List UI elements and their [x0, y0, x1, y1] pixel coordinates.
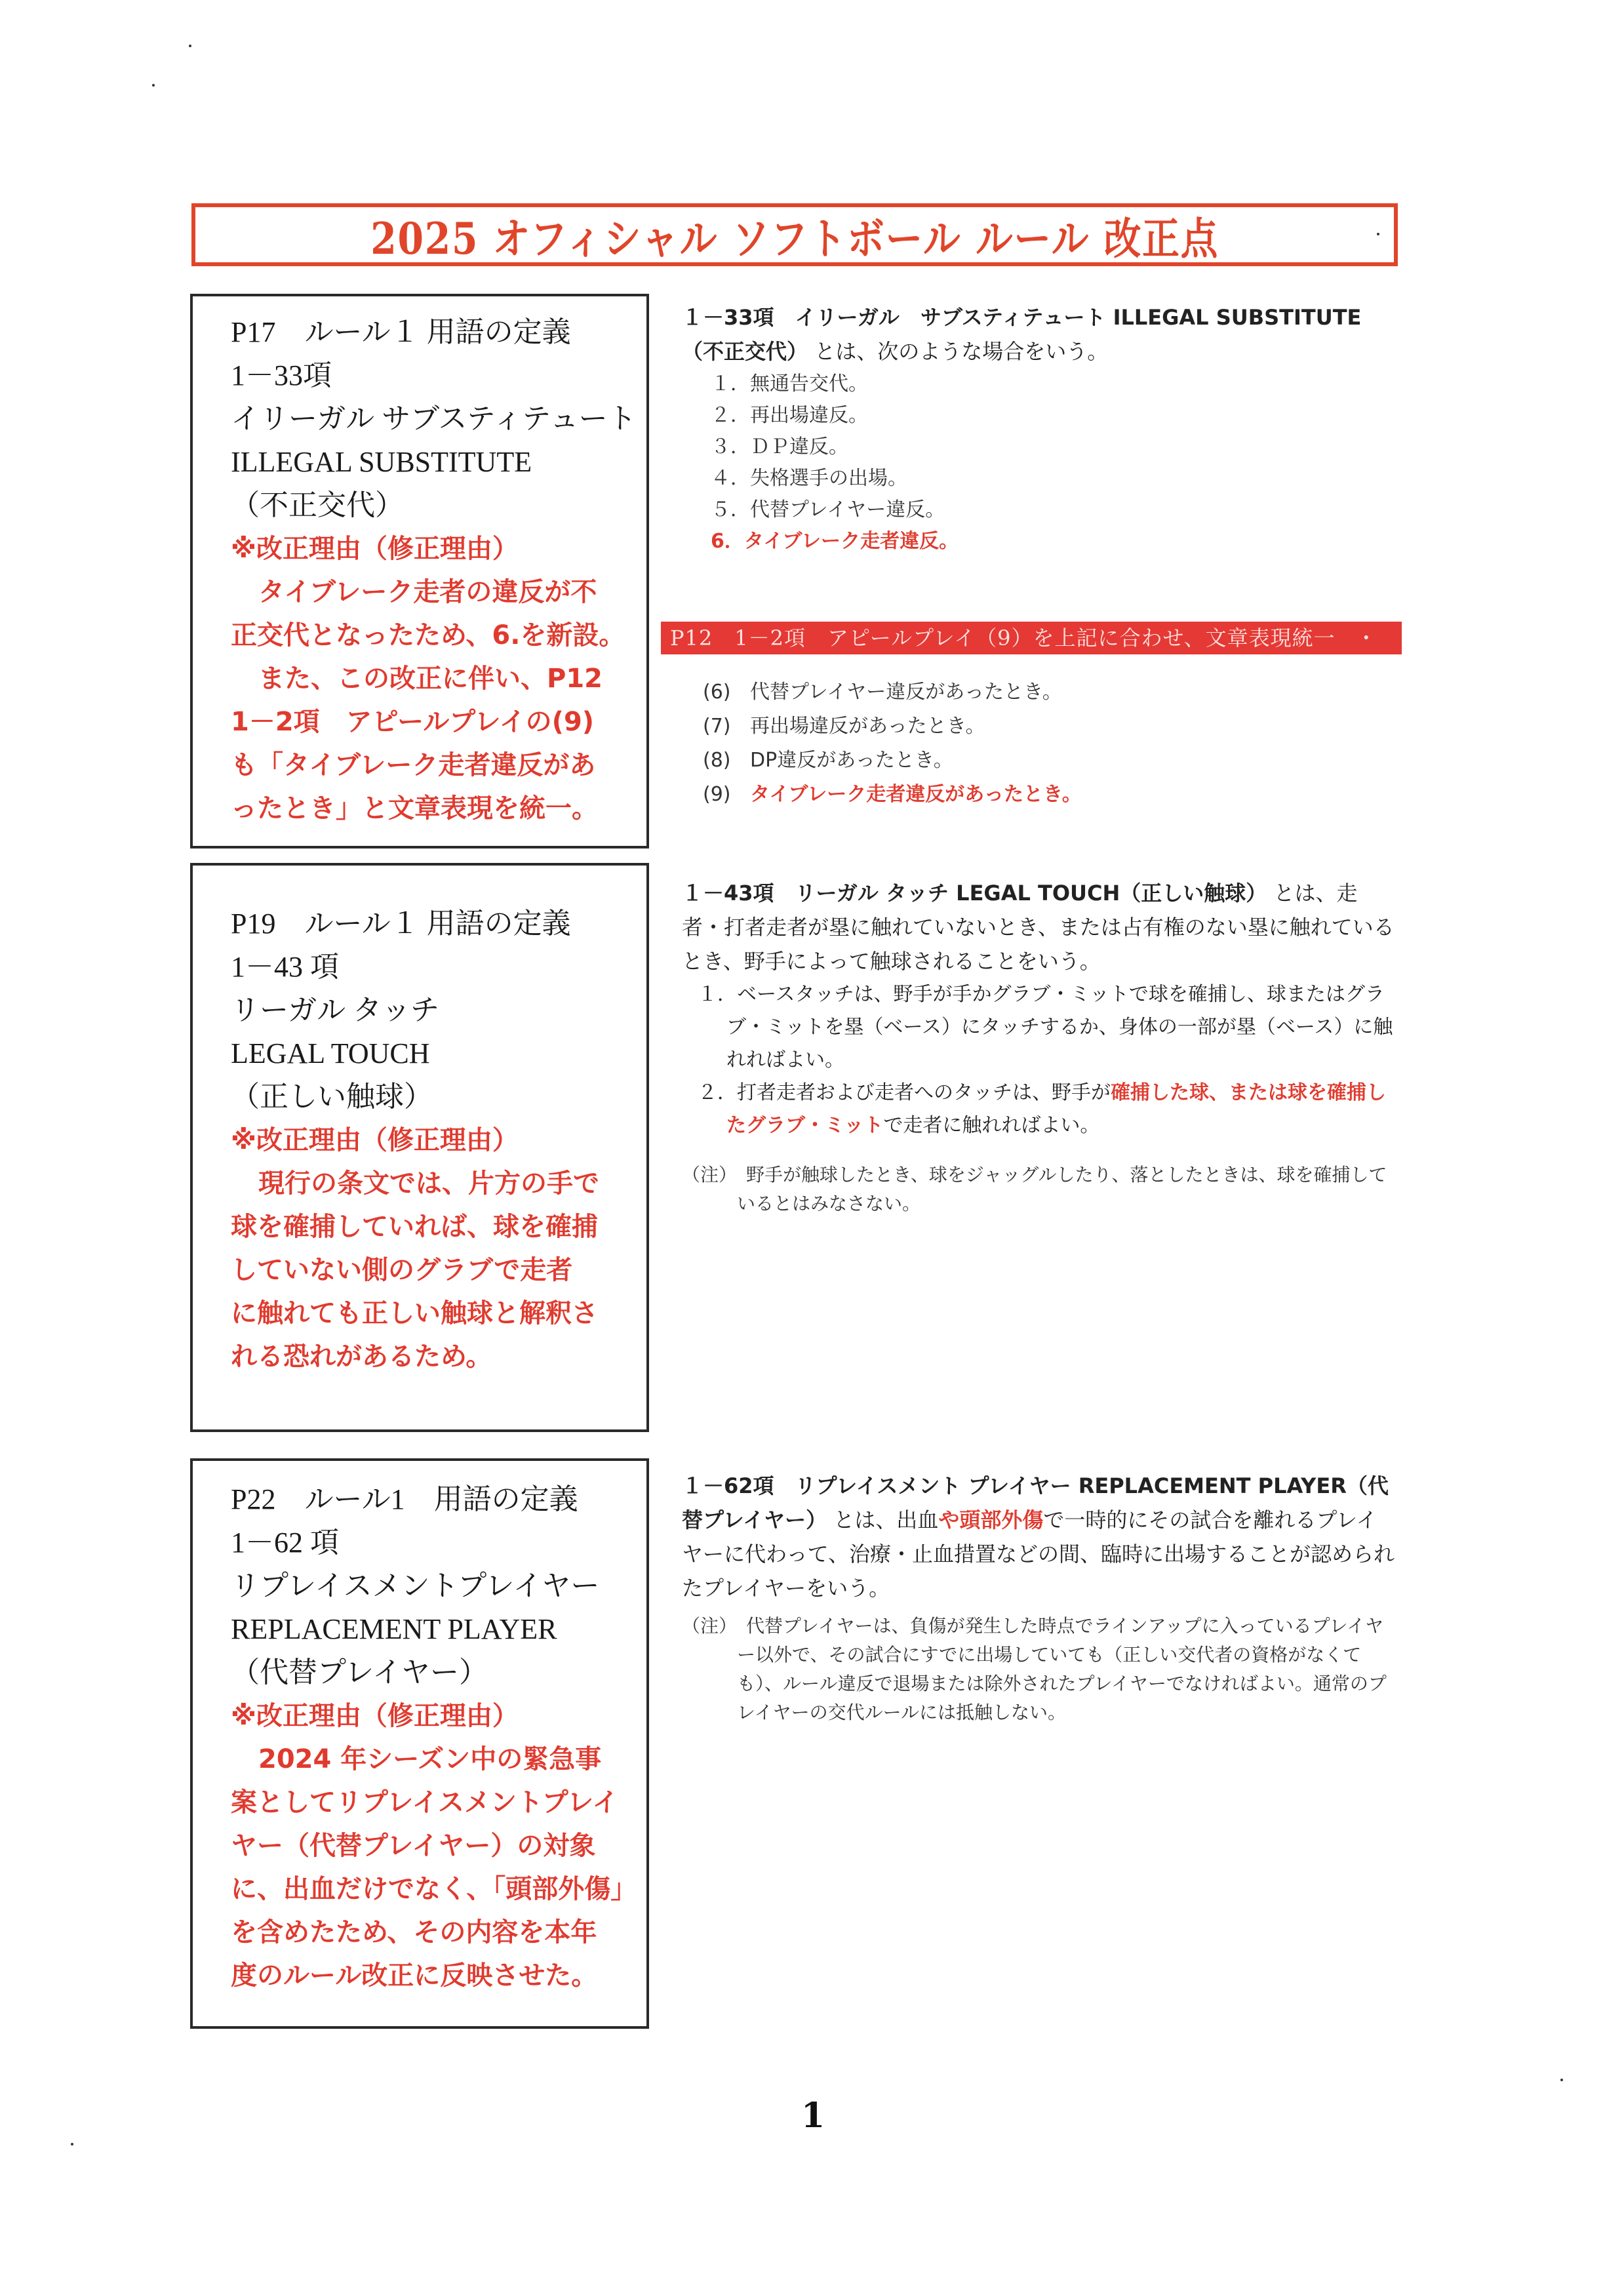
reason-line: ったとき」と文章表現を統一。 — [231, 793, 598, 824]
scan-speck — [71, 2143, 73, 2145]
item-num: (7) — [703, 715, 731, 738]
scan-speck — [1377, 233, 1379, 235]
list-item — [703, 675, 1082, 709]
list-item: ２．再出場違反。 — [711, 404, 868, 427]
rule-text-1-62 — [682, 1469, 1396, 1746]
reason-line: また、この改正に伴い、P12 — [258, 664, 603, 694]
reason-line: タイブレーク走者の違反が不 — [258, 577, 597, 607]
rule-heading-rest: とは、次のような場合をいう。 — [814, 339, 1109, 364]
appeal-play-list — [703, 675, 1082, 812]
rule-heading-revised: や頭部外傷 — [938, 1507, 1044, 1532]
page-rule: P17 ルール１ 用語の定義 — [231, 316, 571, 348]
reason-line: 2024 年シーズン中の緊急事 — [258, 1744, 602, 1774]
list-item — [703, 709, 1082, 744]
item2-revised: 確捕した球、または球を確捕したグラブ・ミット — [726, 1081, 1386, 1137]
item-number: 1－33項 — [231, 359, 332, 391]
reason-line: ヤー（代替プレイヤー）の対象 — [231, 1831, 596, 1861]
reason-heading: ※改正理由（修正理由） — [231, 1701, 519, 1731]
term-japanese: （不正交代） — [231, 489, 404, 521]
term-english: LEGAL TOUCH — [231, 1037, 430, 1069]
term-kana: リプレイスメントプレイヤー — [231, 1570, 600, 1602]
item-text: タイブレーク走者違反があったとき。 — [750, 783, 1082, 806]
scan-speck — [189, 45, 191, 47]
reason-line: 正交代となったため、6.を新設。 — [231, 620, 625, 650]
list-item: ３．ＤＰ違反。 — [711, 435, 848, 458]
page-title: 2025 オフィシャル ソフトボール ルール 改正点 — [370, 212, 1219, 264]
list-item: １．無通告交代。 — [711, 372, 868, 395]
rule-definition — [682, 876, 1396, 978]
rule-heading-mid: とは、出血 — [833, 1507, 939, 1532]
reason-line: 1－2項 アピールプレイの(9) — [231, 707, 595, 737]
rule-definition — [682, 1469, 1396, 1605]
reason-line: していない側のグラブで走者 — [231, 1255, 573, 1285]
item-number: 1－62 項 — [231, 1527, 339, 1559]
appeal-play-banner — [661, 622, 1402, 654]
banner-text: P12 1－2項 アピールプレイ（9）を上記に合わせ、文章表現統一 — [670, 626, 1336, 650]
item-text: DP違反があったとき。 — [750, 749, 953, 772]
reason-line: れる恐れがあるため。 — [231, 1342, 492, 1372]
term-kana: リーガル タッチ — [231, 994, 440, 1026]
list-item-new — [703, 778, 1082, 812]
rule-item-1: １．ベースタッチは、野手が手かグラブ・ミットで球を確捕し、球またはグラブ・ミットを塁（ベース）にタッチするか、身体の一部が塁（ベース）に触れればよい。 — [698, 983, 1393, 1071]
rule-heading: １－62項 リプレイスメント プレイヤー REPLACEMENT PLAYER（代替プレイヤー） — [682, 1473, 1389, 1532]
title-box — [191, 203, 1398, 266]
scan-speck — [152, 84, 155, 87]
reason-line: 現行の条文では、片方の手で — [258, 1168, 599, 1199]
violation-list — [682, 369, 1396, 557]
rule-text-1-33 — [682, 300, 1396, 557]
reason-line: に触れても正しい触球と解釈さ — [231, 1298, 598, 1328]
rule-definition — [682, 300, 1396, 369]
rule-heading-rest: で一時的にその試合を離れるプレイヤーに代わって、治療・止血措置などの間、臨時に出場することが認められたプレイヤーをいう。 — [682, 1507, 1395, 1601]
revision-box-1-43 — [190, 863, 649, 1432]
reason-line: 案としてリプレイスメントプレイ — [231, 1787, 619, 1818]
list-item-new: 6．タイブレーク走者違反。 — [711, 530, 959, 553]
term-kana: イリーガル サブスティテュート — [231, 403, 637, 435]
reason-line: 度のルール改正に反映させた。 — [231, 1961, 598, 1991]
list-item: ４．失格選手の出場。 — [711, 467, 907, 490]
list-item — [703, 744, 1082, 778]
item-num: (8) — [703, 749, 731, 772]
revision-box-1-62 — [190, 1458, 649, 2029]
reason-heading: ※改正理由（修正理由） — [231, 1125, 519, 1155]
rule-item-2 — [682, 1077, 1396, 1142]
rule-note: （注） 野手が触球したとき、球をジャッグルしたり、落としたときは、球を確捕しているとはみなさない。 — [682, 1164, 1387, 1214]
reason-line: に、出血だけでなく、「頭部外傷」 — [231, 1874, 637, 1904]
term-japanese: （代替プレイヤー） — [231, 1656, 488, 1688]
rule-heading: １－43項 リーガル タッチ LEGAL TOUCH（正しい触球） — [682, 881, 1267, 906]
rule-heading: １－33項 イリーガル サブスティテュート ILLEGAL SUBSTITUTE（不正交代） — [682, 305, 1362, 364]
scan-speck — [1560, 2079, 1563, 2081]
reason-heading: ※改正理由（修正理由） — [231, 534, 519, 564]
reason-line: 球を確捕していれば、球を確捕 — [231, 1212, 598, 1242]
rule-heading-rest: とは、走者・打者走者が塁に触れていないとき、または占有権のない塁に触れているとき、野手によって触球されることをいう。 — [682, 881, 1395, 974]
term-japanese: （正しい触球） — [231, 1081, 433, 1113]
list-item: ５．代替プレイヤー違反。 — [711, 498, 945, 521]
item-text: 代替プレイヤー違反があったとき。 — [750, 681, 1062, 704]
item-text: 再出場違反があったとき。 — [750, 715, 985, 738]
item2-end: で走者に触れればよい。 — [883, 1114, 1100, 1137]
item2-start: ２．打者走者および走者へのタッチは、野手が — [698, 1081, 1111, 1104]
page-rule: P22 ルール1 用語の定義 — [231, 1483, 578, 1515]
term-english: REPLACEMENT PLAYER — [231, 1613, 557, 1645]
item-num: (6) — [703, 681, 731, 704]
revision-box-1-33 — [190, 294, 649, 848]
reason-line: も「タイブレーク走者違反があ — [231, 750, 596, 780]
page-number: 1 — [801, 2096, 825, 2136]
reason-line: を含めたため、その内容を本年 — [231, 1917, 597, 1947]
rule-note: （注） 代替プレイヤーは、負傷が発生した時点でラインアップに入っているプレイヤー以外で、その試合にすでに出場していても（正しい交代者の資格がなくても）、ルール違反で退場または除外されたプレイヤーでなければよい。通常のプレイヤーの交代ルールには抵触しない。 — [682, 1615, 1387, 1723]
banner-mark: ・ — [1355, 626, 1377, 650]
page-rule: P19 ルール１ 用語の定義 — [231, 908, 571, 940]
item-number: 1－43 項 — [231, 951, 339, 983]
rule-text-1-43 — [682, 876, 1396, 1237]
item-num: (9) — [703, 783, 731, 806]
term-english: ILLEGAL SUBSTITUTE — [231, 446, 532, 478]
